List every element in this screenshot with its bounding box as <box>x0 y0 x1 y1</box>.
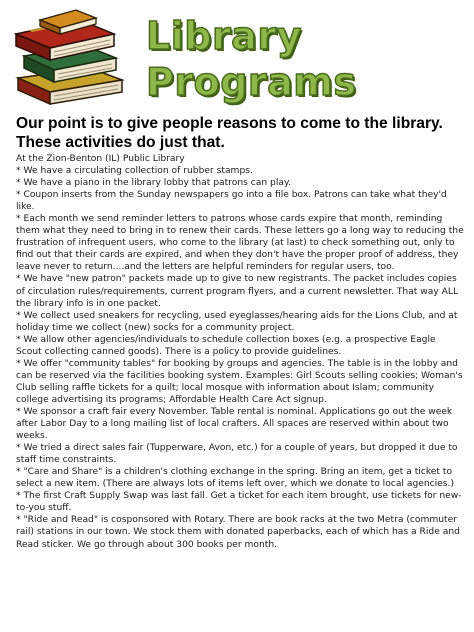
list-item: * We tried a direct sales fair (Tupperware, Avon, etc.) for a couple of years, but dropped it due to staff time constraints. <box>16 443 458 466</box>
list-item: * "Care and Share" is a children's clothing exchange in the spring. Bring an item, get a ticket to select a new item. (There are always lots of items left over, which we donate to local agencies.) <box>16 467 455 490</box>
title-line-1: Library <box>146 14 302 58</box>
list-item: * We sponsor a craft fair every November. Table rental is nominal. Applications go out the week after Labor Day to a long mailing list of local crafters. All spaces are reserved within about two weeks. <box>16 406 453 442</box>
list-item: * "Ride and Read" is cosponsored with Rotary. There are book racks at the two Metra (commuter rail) stations in our town. We stock them with donated paperbacks, each of which has a Ride and Read sticker. We go through about 300 books per month. <box>16 515 460 550</box>
list-item: * Each month we send reminder letters to patrons whose cards expire that month, reminding them what they need to bring in to renew their cards. These letters go a long way to reducing the frustration of infrequent users, who come to the library (at last) to check something out, only to find out that their cards are expired, and when they don't have the proper proof of address, they leave never to return....and the letters are helpful reminders for regular users, too. <box>16 214 464 273</box>
programs-list <box>16 153 464 551</box>
list-item: * We have a circulating collection of rubber stamps. <box>16 166 253 177</box>
headline-line-1: Our point is to give people reasons to come to the library. <box>16 115 443 132</box>
headline <box>16 114 466 152</box>
page-title <box>132 4 462 108</box>
title-line-2: Programs <box>146 60 357 104</box>
list-item: * The first Craft Supply Swap was last fall. Get a ticket for each item brought, use tickets for new-to-you stuff. <box>16 491 462 514</box>
stack-of-books-icon <box>10 6 130 108</box>
page-header <box>0 0 474 112</box>
intro-text: At the Zion-Benton (IL) Public Library <box>16 154 185 164</box>
list-item: * We have a piano in the library lobby that patrons can play. <box>16 178 291 189</box>
headline-line-2: These activities do just that. <box>16 134 225 151</box>
list-item: * Coupon inserts from the Sunday newspapers go into a file box. Patrons can take what they'd like. <box>16 190 447 213</box>
list-item: * We collect used sneakers for recycling, used eyeglasses/hearing aids for the Lions Club, and at holiday time we collect (new) socks for a community project. <box>16 310 458 333</box>
list-item: * We allow other agencies/individuals to schedule collection boxes (e.g. a prospective Eagle Scout collecting canned goods). There is a policy to provide guidelines. <box>16 334 436 357</box>
list-item: * We have "new patron" packets made up to give to new registrants. The packet includes copies of circulation rules/requirements, current program flyers, and a current newsletter. That way ALL the library info is in one packet. <box>16 274 459 309</box>
list-item: * We offer "community tables" for booking by groups and agencies. The table is in the lobby and can be reserved via the facilities booking system. Examples: Girl Scouts selling cookies; Woman's Club selling raffle tickets for a quilt; local mosque with information about Islam; community college advertising its programs; Affordable Health Care Act signup. <box>16 358 463 405</box>
